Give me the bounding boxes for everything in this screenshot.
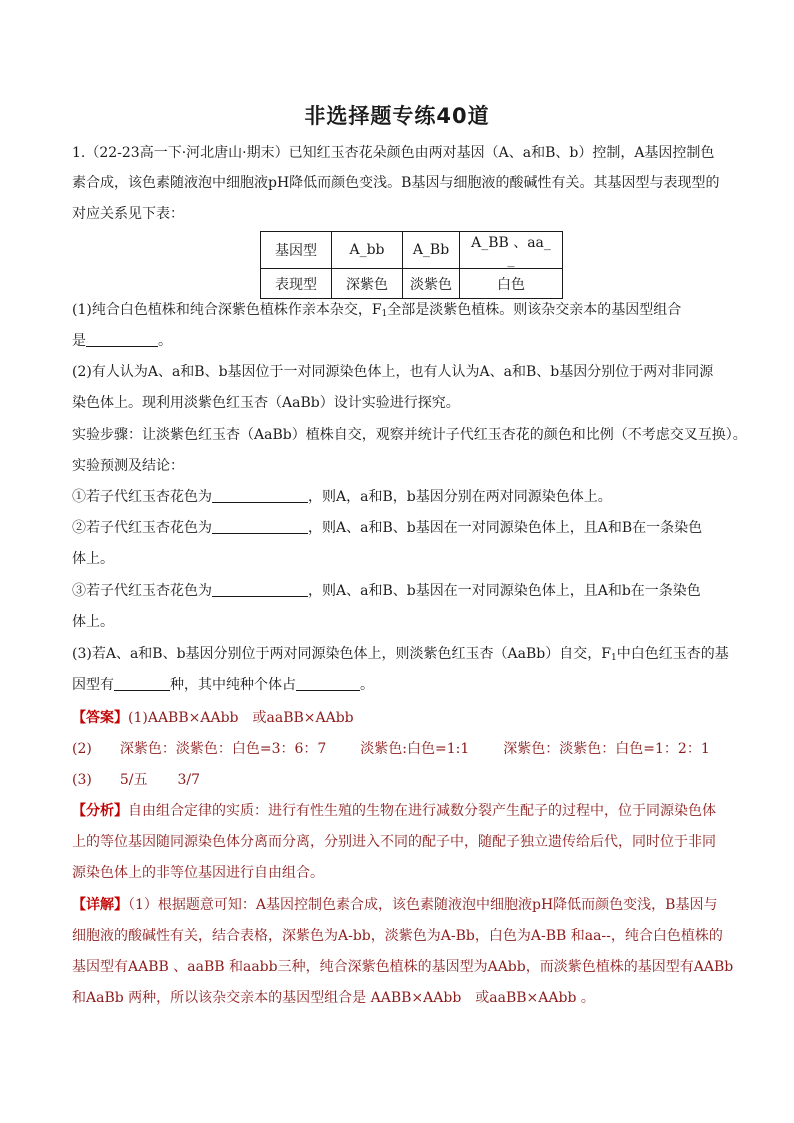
answer-blank[interactable] bbox=[212, 488, 308, 503]
detail-line-2: 细胞液的酸碱性有关，结合表格，深紫色为A-bb，淡紫色为A-Bb，白色为A-BB 和aa--，纯合白色植株的 bbox=[72, 928, 723, 944]
part1-line-2: 是 。 bbox=[72, 333, 172, 349]
question-stem-line-3: 对应关系见下表： bbox=[72, 206, 184, 222]
answer-line-2: (2) 深紫色：淡紫色：白色=3：6：7 淡紫色:白色=1:1 深紫色：淡紫色：白色=1：2：1 bbox=[72, 741, 710, 757]
analysis-tag: 【分析】 bbox=[72, 803, 128, 819]
table-row bbox=[261, 232, 563, 269]
answer-blank[interactable] bbox=[212, 582, 308, 597]
experiment-prediction-heading: 实验预测及结论： bbox=[72, 458, 184, 474]
conclusion-3: ③若子代红玉杏花色为 ，则A、a和B、b基因在一对同源染色体上，且A和b在一条染色 bbox=[72, 583, 701, 599]
genotype-phenotype-table bbox=[260, 231, 563, 299]
answer-blank[interactable] bbox=[296, 676, 360, 691]
part2-line-2: 染色体上。现利用淡紫色红玉杏（AaBb）设计实验进行探究。 bbox=[72, 395, 460, 411]
answer-blank[interactable] bbox=[114, 676, 170, 691]
part2-line-1: (2)有人认为A、a和B、b基因位于一对同源染色体上，也有人认为A、a和B、b基因分别位于两对非同源 bbox=[72, 364, 714, 380]
detail-tag: 【详解】 bbox=[72, 897, 128, 913]
part1-line-1: (1)纯合白色植株和纯合深紫色植株作亲本杂交，$F_1$全部是淡紫色植株。则该杂交亲本的基因型组合 bbox=[72, 302, 682, 319]
answer-blank[interactable] bbox=[86, 332, 158, 347]
part3-line-2: 因型有 种，其中纯种个体占 。 bbox=[72, 677, 374, 693]
table-cell: A_BB 、aa_ _ bbox=[460, 232, 563, 269]
table-cell: 表现型 bbox=[261, 269, 332, 299]
analysis-line-3: 源染色体上的非等位基因进行自由组合。 bbox=[72, 865, 324, 881]
table-cell: 基因型 bbox=[261, 232, 332, 269]
question-stem-line-1: 1.（22-23高一下·河北唐山·期末）已知红玉杏花朵颜色由两对基因（A、a和B、b）控制，A基因控制色 bbox=[72, 145, 715, 161]
conclusion-2-cont: 体上。 bbox=[72, 551, 114, 567]
question-stem-line-2: 素合成，该色素随液泡中细胞液pH降低而颜色变浅。B基因与细胞液的酸碱性有关。其基因型与表现型的 bbox=[72, 175, 720, 191]
table-cell: 深紫色 bbox=[332, 269, 403, 299]
conclusion-1: ①若子代红玉杏花色为 ，则A，a和B，b基因分别在两对同源染色体上。 bbox=[72, 489, 612, 505]
answer-blank[interactable] bbox=[212, 519, 308, 534]
table-cell: A_bb bbox=[332, 232, 403, 269]
detail-line-1: 【详解】（1）根据题意可知：A基因控制色素合成，该色素随液泡中细胞液pH降低而颜色变浅，B基因与 bbox=[72, 897, 718, 913]
detail-line-3: 基因型有AABB 、aaBB 和aabb三种，纯合深紫色植株的基因型为AAbb，而淡紫色植株的基因型有AABb bbox=[72, 959, 734, 975]
analysis-line-2: 上的等位基因随同源染色体分离而分离，分别进入不同的配子中，随配子独立遗传给后代，同时位于非同 bbox=[72, 834, 716, 850]
table-cell: A_Bb bbox=[403, 232, 460, 269]
answer-tag: 【答案】 bbox=[72, 710, 128, 726]
conclusion-2: ②若子代红玉杏花色为 ，则A、a和B、b基因在一对同源染色体上，且A和B在一条染色 bbox=[72, 520, 703, 536]
detail-line-4: 和AaBb 两种，所以该杂交亲本的基因型组合是 AABB×AAbb 或aaBB×AAbb 。 bbox=[72, 990, 595, 1006]
page-title: 非选择题专练40道 bbox=[304, 104, 490, 128]
table-row bbox=[261, 269, 563, 299]
conclusion-3-cont: 体上。 bbox=[72, 614, 114, 630]
table-cell: 淡紫色 bbox=[403, 269, 460, 299]
part3-line-1: (3)若A、a和B、b基因分别位于两对同源染色体上，则淡紫色红玉杏（AaBb）自交，$F_1$中白色红玉杏的基 bbox=[72, 646, 729, 663]
answer-line-1: 【答案】(1)AABB×AAbb 或aaBB×AAbb bbox=[72, 710, 354, 726]
answer-line-3: (3) 5/五 3/7 bbox=[72, 772, 200, 788]
analysis-line-1: 【分析】自由组合定律的实质：进行有性生殖的生物在进行减数分裂产生配子的过程中，位于同源染色体 bbox=[72, 803, 716, 819]
table-cell: 白色 bbox=[460, 269, 563, 299]
experiment-step: 实验步骤：让淡紫色红玉杏（AaBb）植株自交，观察并统计子代红玉杏花的颜色和比例（不考虑交叉互换）。 bbox=[72, 427, 747, 443]
